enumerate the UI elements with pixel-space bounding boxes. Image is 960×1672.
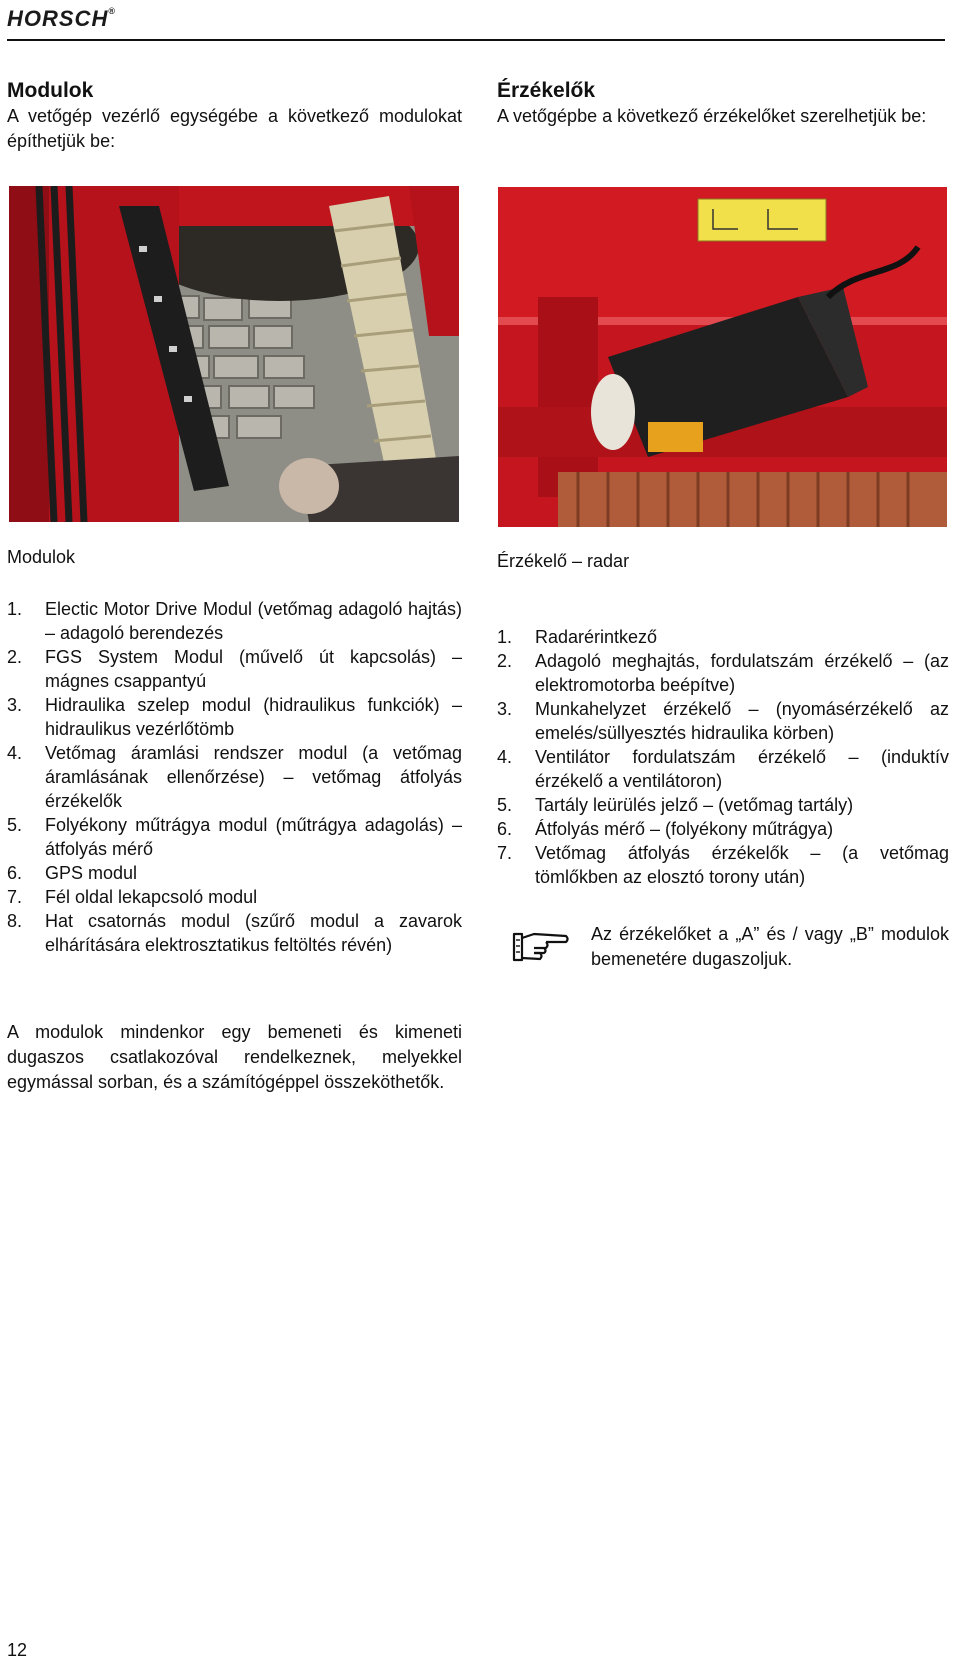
list-item: 5. Tartály leürülés jelző – (vetőmag tartály): [497, 795, 854, 815]
list-item: 7. Fél oldal lekapcsoló modul: [7, 887, 258, 907]
page-number: 12: [7, 1640, 28, 1660]
note-text: Az érzékelőket a „A” és / vagy „B” modulok bemenetére dugaszoljuk.: [591, 924, 949, 969]
list-item: 1. Electic Motor Drive Modul (vetőmag adagoló hajtás) – adagoló berendezés: [7, 599, 462, 643]
pointing-hand-icon: [512, 926, 570, 966]
sensors-intro: A vetőgépbe a következő érzékelőket szerelhetjük be:: [497, 106, 927, 126]
list-item: 1. Radarérintkező: [497, 627, 658, 647]
radar-photo: [498, 187, 947, 527]
header-rule: [7, 39, 945, 41]
list-item: 3. Hidraulika szelep modul (hidraulikus funkciók) – hidraulikus vezérlőtömb: [7, 695, 462, 739]
list-item: 7. Vetőmag átfolyás érzékelők – (a vetőmag tömlőkben az elosztó torony után): [497, 843, 949, 887]
modules-section-header: [7, 78, 462, 154]
modules-list: [7, 597, 462, 957]
modules-photo-caption: Modulok: [7, 547, 76, 567]
modules-paragraph: A modulok mindenkor egy bemeneti és kimeneti dugaszos csatlakozóval rendelkeznek, melyekkel egymással sorban, és a számítógéppel összeköthetők.: [7, 1022, 462, 1092]
modules-title: Modulok: [7, 79, 94, 102]
list-item: 6. GPS modul: [7, 863, 138, 883]
list-item: 8. Hat csatornás modul (szűrő modul a zavarok elhárítására elektrosztatikus feltöltés révén): [7, 911, 462, 955]
list-item: 2. Adagoló meghajtás, fordulatszám érzékelő – (az elektromotorba beépítve): [497, 651, 949, 695]
page-header: [7, 6, 945, 40]
radar-photo-caption: Érzékelő – radar: [497, 551, 630, 571]
list-item: 5. Folyékony műtrágya modul (műtrágya adagolás) – átfolyás mérő: [7, 815, 462, 859]
modules-intro: A vetőgép vezérlő egységébe a következő modulokat építhetjük be:: [7, 106, 462, 151]
list-item: 4. Ventilátor fordulatszám érzékelő – (induktív érzékelő a ventilátoron): [497, 747, 949, 791]
sensors-section-header: [497, 78, 949, 129]
modules-photo-drawing: [9, 186, 459, 522]
modules-photo: [9, 186, 459, 522]
radar-photo-drawing: [498, 187, 947, 527]
list-item: 2. FGS System Modul (művelő út kapcsolás) – mágnes csappantyú: [7, 647, 462, 691]
list-item: 6. Átfolyás mérő – (folyékony műtrágya): [497, 819, 834, 839]
list-item: 4. Vetőmag áramlási rendszer modul (a vetőmag áramlásának ellenőrzése) – vetőmag átfolyás érzékelők: [7, 743, 462, 811]
list-item: 3. Munkahelyzet érzékelő – (nyomásérzékelő az emelés/süllyesztés hidraulika körben): [497, 699, 949, 743]
horsch-logo: HORSCH®: [7, 6, 116, 31]
sensors-title: Érzékelők: [497, 79, 596, 102]
note-box: [512, 922, 952, 974]
sensors-list: [497, 625, 949, 889]
